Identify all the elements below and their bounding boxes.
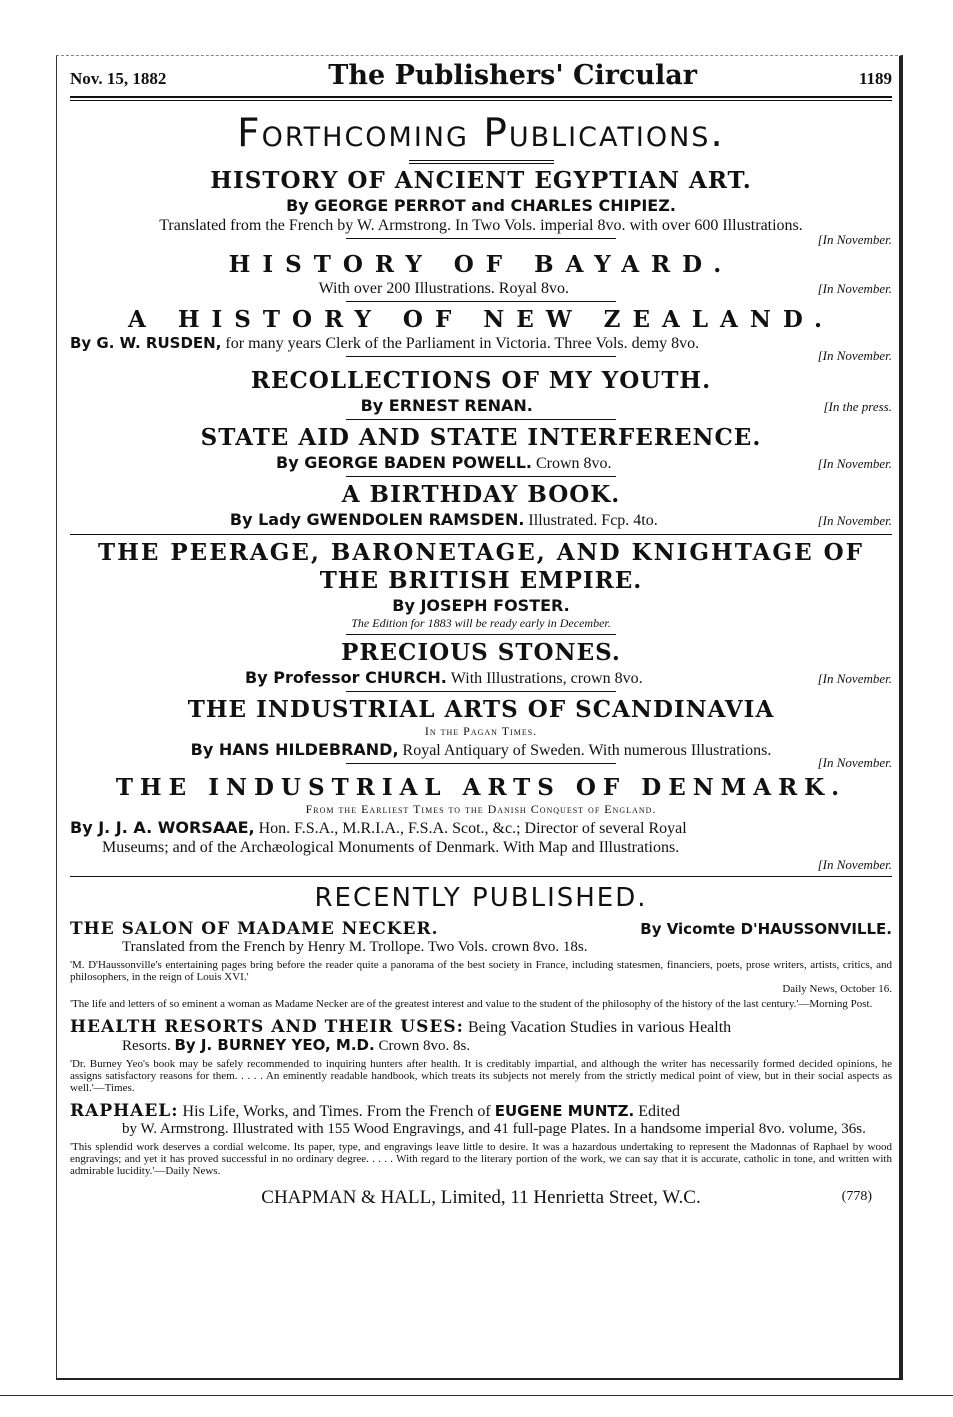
- listing-subtitle: From the Earliest Times to the Danish Conquest of England.: [305, 802, 657, 816]
- recent-title-row: [70, 1102, 892, 1121]
- listing-title: HISTORY OF BAYARD.: [228, 251, 734, 278]
- recent-details: Being Vacation Studies in various Health: [467, 1019, 732, 1036]
- divider: [70, 534, 892, 535]
- publisher-footer: [70, 1187, 892, 1209]
- recent-price: Crown 8vo. 8s.: [378, 1038, 471, 1054]
- listing-date: [In November.: [817, 348, 892, 363]
- bottom-rule: [56, 1378, 903, 1380]
- recent-title: HEALTH RESORTS AND THEIR USES:: [70, 1017, 464, 1037]
- divider: [346, 691, 616, 692]
- listing-description: Royal Antiquary of Sweden. With numerous Illustrations.: [402, 742, 772, 759]
- listing-description: Crown 8vo.: [535, 455, 612, 472]
- review-quote: 'M. D'Haussonville's entertaining pages bring before the reader quite a panorama of the best society in France, including statesmen, financiers, poets, prose writers, artists, critics, and philosophers, in the reign of Louis XVI.': [70, 959, 892, 983]
- listing-date: [In the press.: [823, 399, 892, 414]
- listing-author: By JOSEPH FOSTER.: [392, 596, 570, 615]
- listing-peerage: [70, 539, 892, 635]
- review-quote: 'This splendid work deserves a cordial welcome. Its paper, type, and engravings leave little to desire. It was a hazardous undertaking to represent the Madonnas of Raphael by wood engravings; and yet it has proved successful in no ordinary degree. . . . . With regard to the literary portion of the work, we can say that it is accurate, catholic in tone, and written with admirable lucidity.'—Daily News.: [70, 1141, 892, 1177]
- listing-title: RECOLLECTIONS OF MY YOUTH.: [250, 367, 712, 394]
- recent-author: By Vicomte D'HAUSSONVILLE.: [640, 920, 892, 938]
- listing-state-aid: [70, 424, 892, 477]
- listing-denmark: [70, 774, 892, 877]
- listing-author: By J. J. A. WORSAAE,: [70, 818, 255, 837]
- publisher-name: CHAPMAN & HALL, Limited, 11 Henrietta Street, W.C.: [261, 1187, 701, 1208]
- listing-title: HISTORY OF ANCIENT EGYPTIAN ART.: [210, 167, 752, 194]
- divider: [409, 160, 554, 164]
- listing-author: By Lady GWENDOLEN RAMSDEN.: [229, 510, 525, 529]
- recent-details: Edited: [638, 1103, 680, 1120]
- running-header: [70, 60, 892, 94]
- recent-author: By J. BURNEY YEO, M.D.: [174, 1036, 375, 1054]
- recent-details: His Life, Works, and Times. From the French of: [182, 1103, 491, 1120]
- review-quote: 'Dr. Burney Yeo's book may be safely recommended to inquiring hunters after health. It is creditably impartial, and although the writer has necessarily formed decided opinions, he assigns satisfactory reasons for them. . . . . An eminently readable handbook, which treats its subjects not merely from the strictly medical point of view, but in their social aspects as well.'—Times.: [70, 1058, 892, 1094]
- masthead: The Publishers' Circular: [328, 60, 698, 91]
- recent-health-resorts: [70, 1018, 892, 1094]
- page-edge-rule: [0, 1395, 953, 1396]
- listing-title: THE INDUSTRIAL ARTS OF DENMARK.: [115, 774, 847, 801]
- recent-details: Translated from the French by Henry M. Trollope. Two Vols. crown 8vo. 18s.: [122, 939, 588, 955]
- listing-title: THE INDUSTRIAL ARTS OF SCANDINAVIA: [187, 696, 775, 723]
- page-number: 1189: [858, 69, 892, 88]
- divider: [70, 876, 892, 877]
- listing-subtitle: In the Pagan Times.: [424, 724, 538, 738]
- review-quote: 'The life and letters of so eminent a woman as Madame Necker are of the greatest interest and value to the student of the philosophy of the history of the last century.'—Morning Post.: [70, 998, 873, 1010]
- listing-egyptian-art: [70, 167, 892, 247]
- divider: [346, 419, 616, 420]
- recent-details: Resorts.: [122, 1038, 171, 1054]
- review-source: Daily News, October 16.: [782, 983, 892, 995]
- divider: [346, 476, 616, 477]
- listing-author-line: [70, 739, 892, 760]
- listing-birthday-book: [70, 481, 892, 535]
- listing-new-zealand: [70, 306, 892, 363]
- recent-details: by W. Armstrong. Illustrated with 155 Wood Engravings, and 41 full-page Plates. In a handsome imperial 8vo. volume, 36s.: [122, 1121, 866, 1137]
- listing-title: A HISTORY OF NEW ZEALAND.: [127, 306, 835, 333]
- recent-author: EUGENE MUNTZ.: [494, 1102, 635, 1120]
- listing-title: STATE AID AND STATE INTERFERENCE.: [200, 424, 762, 451]
- listing-date: [In November.: [817, 456, 892, 471]
- recent-raphael: [70, 1102, 892, 1177]
- listing-author: By ERNEST RENAN.: [360, 396, 533, 415]
- listing-author: By GEORGE PERROT and CHARLES CHIPIEZ.: [286, 196, 676, 215]
- listing-date: [In November.: [817, 232, 892, 247]
- listing-description: With over 200 Illustrations. Royal 8vo.: [318, 280, 570, 297]
- listing-scandinavia: [70, 696, 892, 770]
- listing-date: [In November.: [817, 671, 892, 686]
- recent-necker: [70, 919, 892, 1010]
- recent-title-row: [70, 919, 892, 939]
- listing-title: A BIRTHDAY BOOK.: [341, 481, 621, 508]
- recent-title: RAPHAEL:: [70, 1101, 179, 1121]
- page-code: (778): [841, 1189, 872, 1204]
- recent-heading: RECENTLY PUBLISHED.: [314, 883, 648, 913]
- listing-title: PRECIOUS STONES.: [341, 639, 621, 666]
- recent-title: THE SALON OF MADAME NECKER.: [70, 919, 439, 939]
- listing-title: THE PEERAGE, BARONETAGE, AND KNIGHTAGE OF: [98, 539, 864, 566]
- listing-author: By Professor CHURCH.: [245, 668, 447, 687]
- listing-note: The Edition for 1883 will be ready early in December.: [351, 616, 611, 630]
- divider: [346, 634, 616, 635]
- listing-recollections: [70, 367, 892, 420]
- listing-precious-stones: [70, 639, 892, 692]
- page-content: [70, 60, 892, 1209]
- listing-description: With Illustrations, crown 8vo.: [450, 670, 643, 687]
- listing-author: By G. W. RUSDEN,: [70, 334, 222, 352]
- listing-title-line2: THE BRITISH EMPIRE.: [319, 567, 643, 594]
- header-rule: [70, 96, 892, 101]
- listing-description-cont: Museums; and of the Archæological Monuments of Denmark. With Map and Illustrations.: [102, 839, 680, 856]
- listing-description: Hon. F.S.A., M.R.I.A., F.S.A. Scot., &c.; Director of several Royal: [258, 820, 687, 837]
- listing-date: [In November.: [817, 755, 892, 770]
- listing-author: By GEORGE BADEN POWELL.: [276, 453, 532, 472]
- listing-date: [In November.: [817, 513, 892, 528]
- listing-description: for many years Clerk of the Parliament in Victoria. Three Vols. demy 8vo.: [225, 335, 700, 352]
- listing-author: By HANS HILDEBRAND,: [190, 740, 399, 759]
- listing-date: [In November.: [817, 281, 892, 296]
- recent-author-row: [70, 1037, 892, 1055]
- listing-bayard: [70, 251, 892, 302]
- main-title: Forthcoming Publications.: [237, 111, 725, 156]
- listing-description: Illustrated. Fcp. 4to.: [528, 512, 658, 529]
- listing-date: [In November.: [817, 857, 892, 872]
- issue-date: Nov. 15, 1882: [70, 69, 167, 88]
- divider: [346, 238, 616, 239]
- listing-description: Translated from the French by W. Armstrong. In Two Vols. imperial 8vo. with over 600 Illustrations.: [159, 217, 803, 234]
- recent-title-row: [70, 1018, 892, 1037]
- listing-author-line: [70, 817, 892, 838]
- divider: [346, 301, 616, 302]
